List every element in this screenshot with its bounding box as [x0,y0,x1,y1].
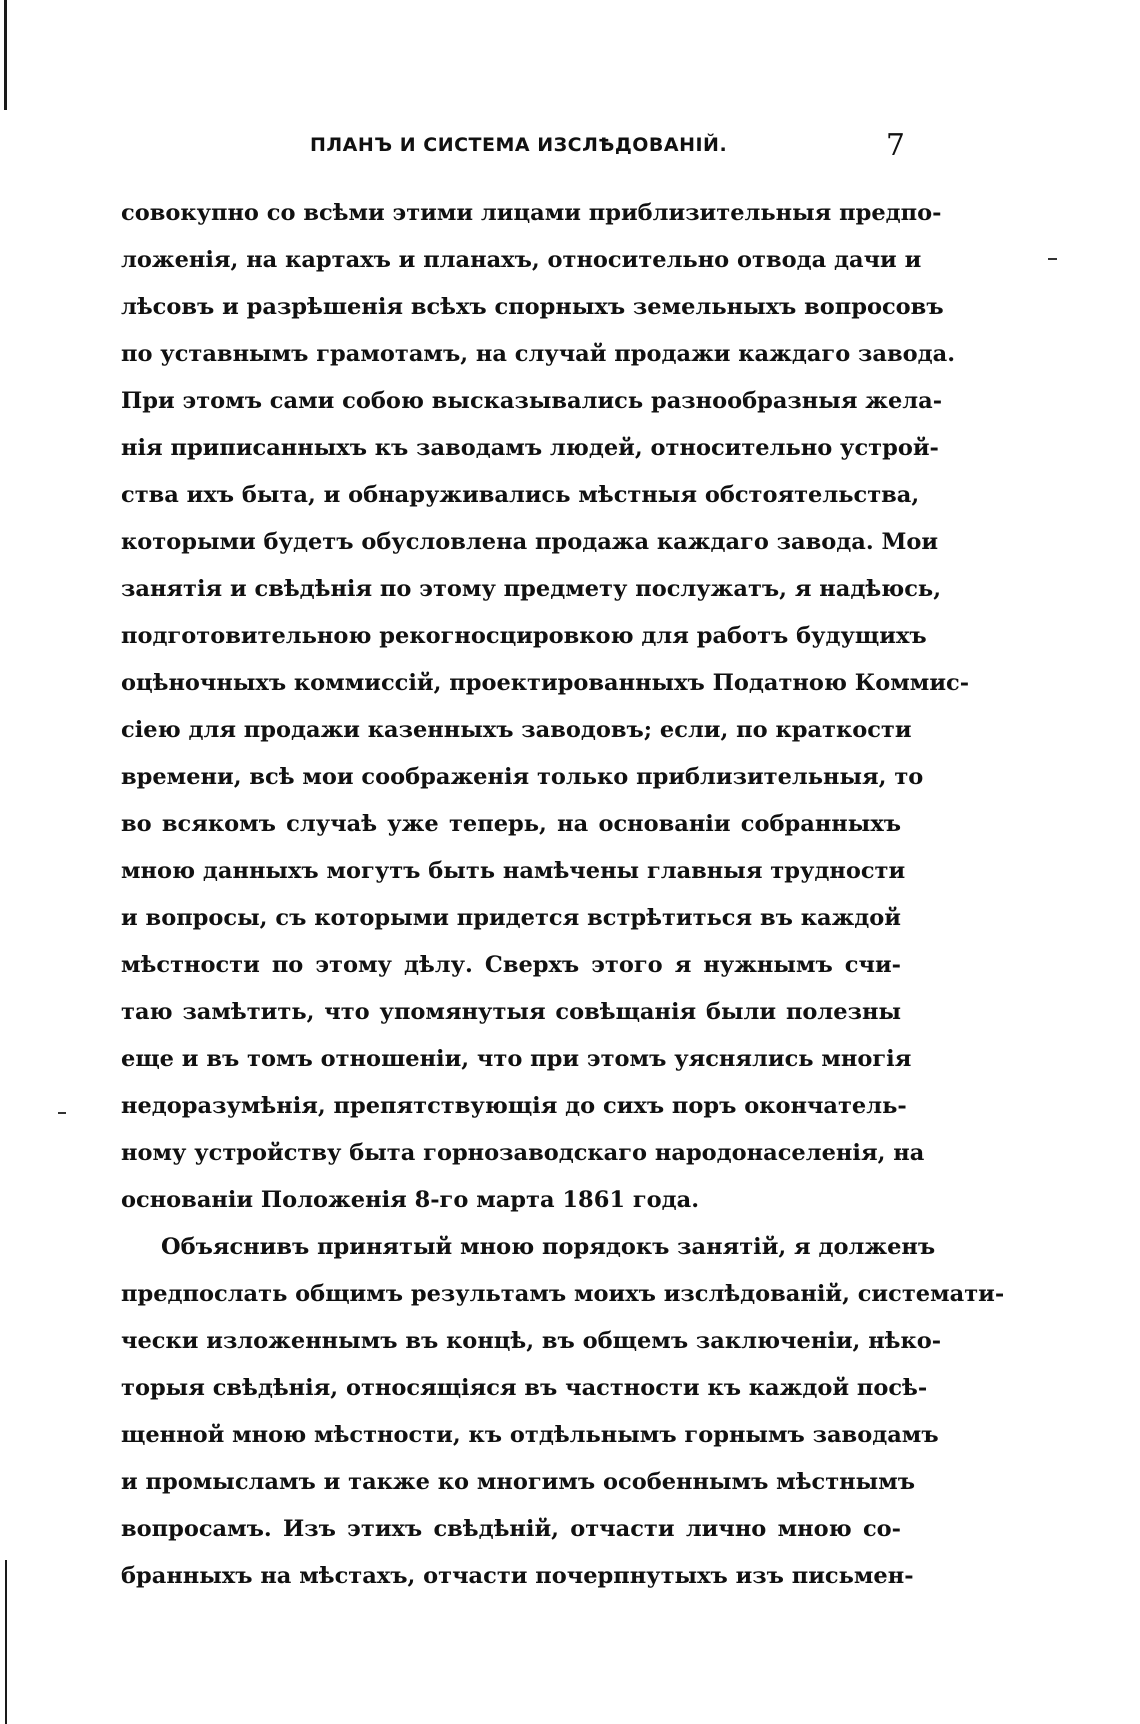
text-line: еще и въ томъ отношеніи, что при этомъ уяснялись многія [121,1046,912,1072]
text-line: бранныхъ на мѣстахъ, отчасти почерпнутыхъ изъ письмен- [121,1563,914,1589]
text-line: подготовительною рекогносцировкою для работъ будущихъ [121,623,927,649]
text-line: щенной мною мѣстности, къ отдѣльнымъ горнымъ заводамъ [121,1422,939,1448]
text-line: мѣстности по этому дѣлу. Сверхъ этого я нужнымъ счи- [121,952,901,978]
text-line: таю замѣтить, что упомянутыя совѣщанія были полезны [121,999,901,1025]
page-edge-mark [5,1560,7,1724]
text-line: по уставнымъ грамотамъ, на случай продажи каждаго завода. [121,341,956,367]
text-line: занятія и свѣдѣнія по этому предмету послужатъ, я надѣюсь, [121,576,942,602]
text-line: При этомъ сами собою высказывались разнообразныя жела- [121,388,943,414]
text-line: сіею для продажи казенныхъ заводовъ; если, по краткости [121,717,912,743]
speck-mark [58,1112,66,1114]
running-head: ПЛАНЪ И СИСТЕМА ИЗСЛѢДОВАНІЙ. [310,134,728,156]
text-line: оцѣночныхъ коммиссій, проектированныхъ Податною Коммис- [121,670,970,696]
text-line: ства ихъ быта, и обнаруживались мѣстныя обстоятельства, [121,482,920,508]
text-line: ному устройству быта горнозаводскаго народонаселенія, на [121,1140,925,1166]
speck-mark [1048,258,1057,260]
page-edge-mark [4,0,7,110]
page-number: 7 [885,128,905,163]
paragraph [121,1224,1005,1600]
body-text [121,190,1005,1600]
text-line: и вопросы, съ которыми придется встрѣтиться въ каждой [121,905,901,931]
text-line: и промысламъ и также ко многимъ особеннымъ мѣстнымъ [121,1469,915,1495]
text-line: нія приписанныхъ къ заводамъ людей, относительно устрой- [121,435,939,461]
text-line: торыя свѣдѣнія, относящіяся въ частности къ каждой посѣ- [121,1375,928,1401]
text-line: чески изложеннымъ въ концѣ, въ общемъ заключеніи, нѣко- [121,1328,942,1354]
text-line: которыми будетъ обусловлена продажа каждаго завода. Мои [121,529,939,555]
text-line: во всякомъ случаѣ уже теперь, на основаніи собранныхъ [121,811,901,837]
page-header [310,128,905,168]
text-line: времени, всѣ мои соображенія только приблизительныя, то [121,764,924,790]
text-line: недоразумѣнія, препятствующія до сихъ поръ окончатель- [121,1093,907,1119]
paragraph [121,190,970,1224]
text-line: основаніи Положенія 8-го марта 1861 года. [121,1187,700,1213]
text-line: совокупно со всѣми этими лицами приблизительныя предпо- [121,200,942,226]
text-line: Объяснивъ принятый мною порядокъ занятій, я долженъ [161,1234,936,1260]
text-line: ложенія, на картахъ и планахъ, относительно отвода дачи и [121,247,922,273]
text-line: предпослать общимъ результамъ моихъ изслѣдованій, системати- [121,1281,1005,1307]
text-line: вопросамъ. Изъ этихъ свѣдѣній, отчасти лично мною со- [121,1516,901,1542]
text-line: лѣсовъ и разрѣшенія всѣхъ спорныхъ земельныхъ вопросовъ [121,294,944,320]
text-line: мною данныхъ могутъ быть намѣчены главныя трудности [121,858,906,884]
